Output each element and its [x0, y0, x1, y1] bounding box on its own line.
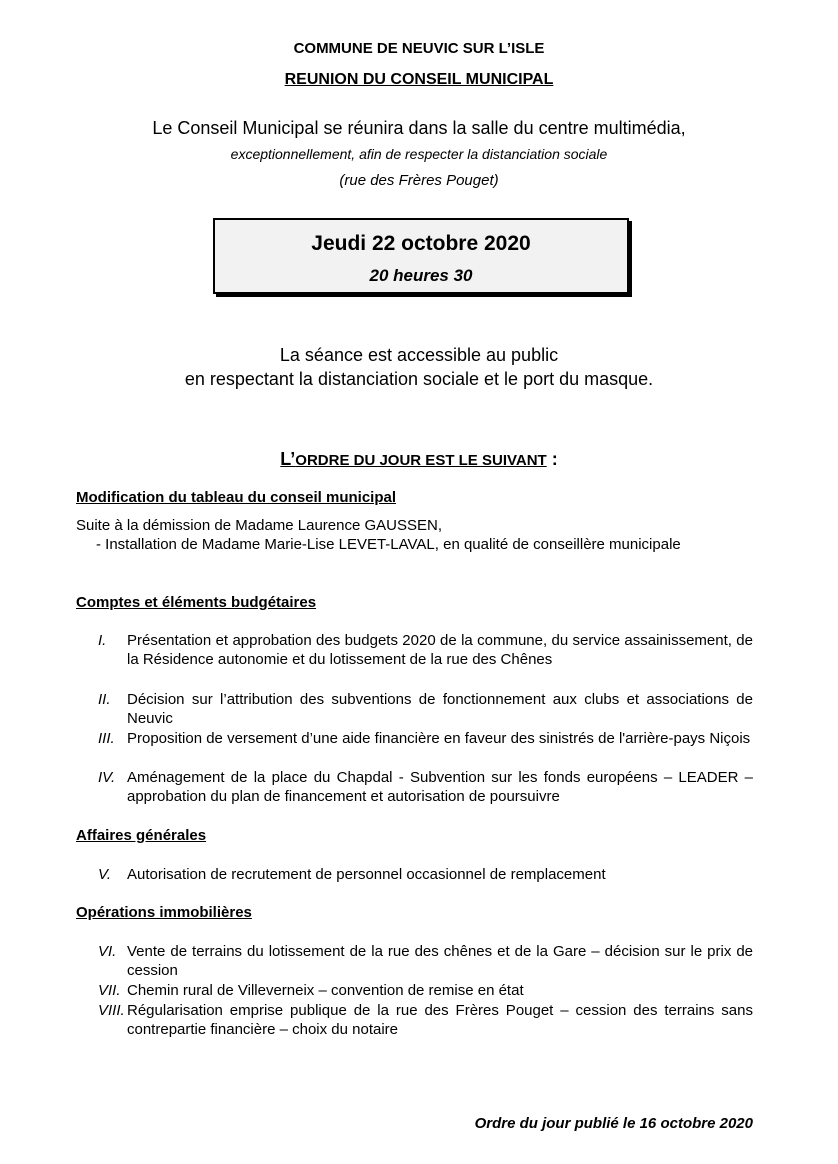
section-intro: Suite à la démission de Madame Laurence GAUSSEN, — [76, 517, 443, 534]
agenda-heading-colon: : — [546, 449, 558, 469]
meeting-date-box — [213, 218, 629, 294]
intro-line: Le Conseil Municipal se réunira dans la salle du centre multimédia, — [152, 118, 686, 138]
agenda-item-number: III. — [98, 730, 115, 747]
agenda-item-number: VII. — [98, 982, 121, 999]
agenda-heading — [0, 449, 838, 470]
agenda-item-text: Proposition de versement d’une aide financière en faveur des sinistrés de l'arrière-pays Niçois — [127, 730, 751, 747]
intro-note: exceptionnellement, afin de respecter la distanciation sociale — [230, 146, 608, 162]
agenda-item-text: Régularisation emprise publique de la rue des Frères Pouget – cession des terrains sans contrepartie financière – choix du notaire — [127, 1002, 753, 1038]
agenda-heading-underlined — [280, 449, 547, 469]
agenda-item-text: Vente de terrains du lotissement de la rue des chênes et de la Gare – décision sur le prix de cession — [127, 943, 753, 979]
agenda-item-text: Présentation et approbation des budgets 2020 de la commune, du service assainissement, de la Résidence autonomie et du lotissement de la rue des Chênes — [127, 632, 753, 668]
public-notice-line-2: en respectant la distanciation sociale et le port du masque. — [184, 369, 654, 389]
agenda-item-number: II. — [98, 691, 111, 708]
intro-street: (rue des Frères Pouget) — [339, 172, 499, 189]
commune-name: COMMUNE DE NEUVIC SUR L’ISLE — [293, 40, 545, 57]
agenda-item-text: Décision sur l’attribution des subventions de fonctionnement aux clubs et associations de Neuvic — [127, 691, 753, 727]
section-title: Modification du tableau du conseil municipal — [76, 489, 397, 506]
public-notice-line-1: La séance est accessible au public — [279, 345, 559, 365]
section-item: - Installation de Madame Marie-Lise LEVET-LAVAL, en qualité de conseillère municipale — [96, 536, 681, 553]
meeting-date: Jeudi 22 octobre 2020 — [311, 232, 531, 255]
agenda-item-number: VI. — [98, 943, 117, 960]
meeting-time: 20 heures 30 — [369, 266, 473, 285]
agenda-heading-text: ORDRE DU JOUR EST LE SUIVANT — [295, 452, 547, 469]
agenda-item-number: I. — [98, 632, 107, 649]
agenda-item-text: Chemin rural de Villeverneix – convention de remise en état — [127, 982, 524, 999]
section-title: Opérations immobilières — [76, 904, 252, 921]
agenda-item-text: Autorisation de recrutement de personnel occasionnel de remplacement — [127, 866, 606, 883]
agenda-item-number: V. — [98, 866, 112, 883]
agenda-item-text: Aménagement de la place du Chapdal - Subvention sur les fonds européens – LEADER – approbation du plan de financement et autorisation de poursuivre — [127, 769, 753, 805]
section-title: Comptes et éléments budgétaires — [76, 594, 317, 611]
agenda-item-number: IV. — [98, 769, 116, 786]
agenda-item-number: VIII. — [98, 1002, 125, 1019]
publication-date: Ordre du jour publié le 16 octobre 2020 — [474, 1115, 753, 1132]
page-title: REUNION DU CONSEIL MUNICIPAL — [284, 71, 554, 88]
agenda-heading-initial: L’ — [280, 449, 296, 469]
section-title: Affaires générales — [76, 827, 207, 844]
